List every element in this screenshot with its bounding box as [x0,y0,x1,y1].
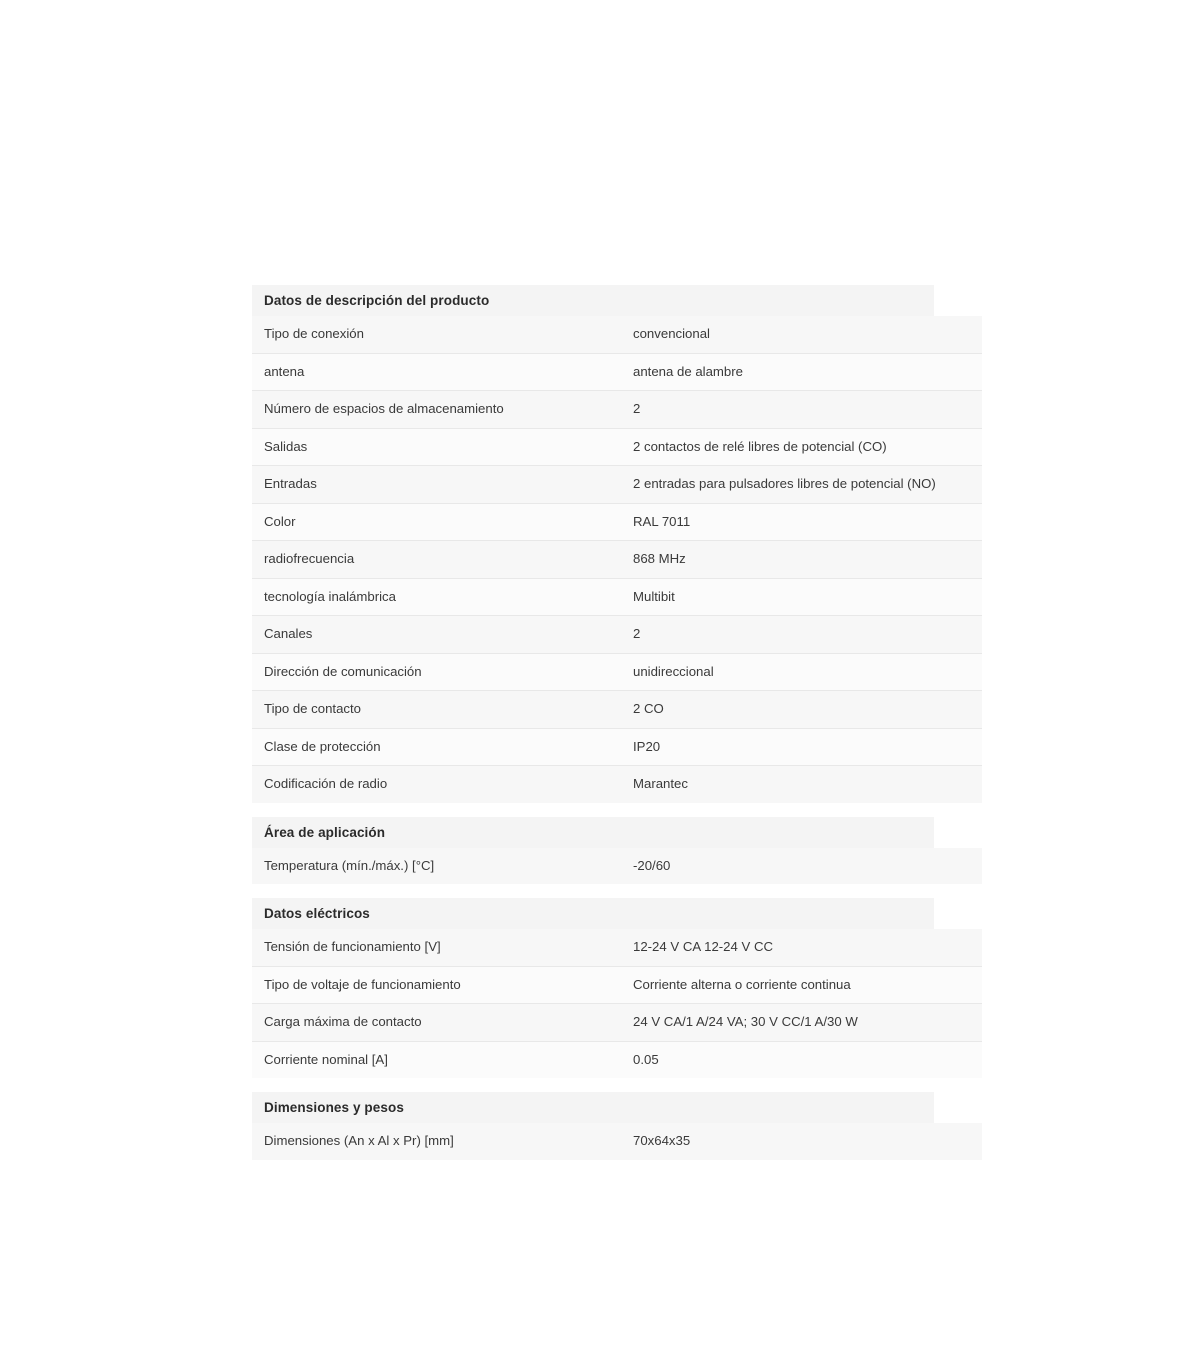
table-row [252,1004,982,1042]
spec-table [252,1123,982,1160]
section-title: Área de aplicación [252,817,934,848]
spec-value: 2 entradas para pulsadores libres de potencial (NO) [621,466,982,504]
spec-label: radiofrecuencia [252,541,621,579]
section-title: Dimensiones y pesos [252,1092,934,1123]
table-row [252,541,982,579]
spec-label: antena [252,353,621,391]
spec-value: RAL 7011 [621,503,982,541]
table-row [252,1123,982,1160]
table-row [252,929,982,966]
spec-label: Temperatura (mín./máx.) [°C] [252,848,621,885]
spec-value: 12-24 V CA 12-24 V CC [621,929,982,966]
spec-value: convencional [621,316,982,353]
spec-section [252,817,934,885]
spec-label: Corriente nominal [A] [252,1041,621,1078]
spec-value: 24 V CA/1 A/24 VA; 30 V CC/1 A/30 W [621,1004,982,1042]
spec-value: 2 [621,391,982,429]
spec-label: Dimensiones (An x Al x Pr) [mm] [252,1123,621,1160]
spec-value: Multibit [621,578,982,616]
table-row [252,728,982,766]
spec-label: Tensión de funcionamiento [V] [252,929,621,966]
spec-table [252,929,982,1078]
table-row [252,653,982,691]
spec-label: Número de espacios de almacenamiento [252,391,621,429]
spec-label: Clase de protección [252,728,621,766]
table-row [252,316,982,353]
spec-table [252,848,982,885]
spec-value: antena de alambre [621,353,982,391]
spec-label: Tipo de conexión [252,316,621,353]
spec-label: Carga máxima de contacto [252,1004,621,1042]
spec-value: 868 MHz [621,541,982,579]
spec-value: 2 [621,616,982,654]
spec-value: -20/60 [621,848,982,885]
spec-section [252,898,934,1078]
table-row [252,503,982,541]
section-title: Datos de descripción del producto [252,285,934,316]
spec-label: Salidas [252,428,621,466]
table-row [252,1041,982,1078]
spec-value: 70x64x35 [621,1123,982,1160]
product-specifications [252,285,934,1160]
spec-value: 0.05 [621,1041,982,1078]
spec-label: Tipo de voltaje de funcionamiento [252,966,621,1004]
spec-label: tecnología inalámbrica [252,578,621,616]
spec-section [252,285,934,803]
spec-value: unidireccional [621,653,982,691]
spec-label: Color [252,503,621,541]
spec-label: Dirección de comunicación [252,653,621,691]
table-row [252,848,982,885]
table-row [252,616,982,654]
section-title: Datos eléctricos [252,898,934,929]
table-row [252,466,982,504]
table-row [252,691,982,729]
table-row [252,353,982,391]
table-row [252,966,982,1004]
spec-value: Marantec [621,766,982,803]
table-row [252,766,982,803]
table-row [252,578,982,616]
spec-label: Tipo de contacto [252,691,621,729]
spec-value: 2 CO [621,691,982,729]
spec-value: 2 contactos de relé libres de potencial (CO) [621,428,982,466]
spec-value: IP20 [621,728,982,766]
spec-section [252,1092,934,1160]
spec-label: Entradas [252,466,621,504]
table-row [252,428,982,466]
spec-table [252,316,982,803]
spec-label: Codificación de radio [252,766,621,803]
spec-value: Corriente alterna o corriente continua [621,966,982,1004]
spec-label: Canales [252,616,621,654]
table-row [252,391,982,429]
